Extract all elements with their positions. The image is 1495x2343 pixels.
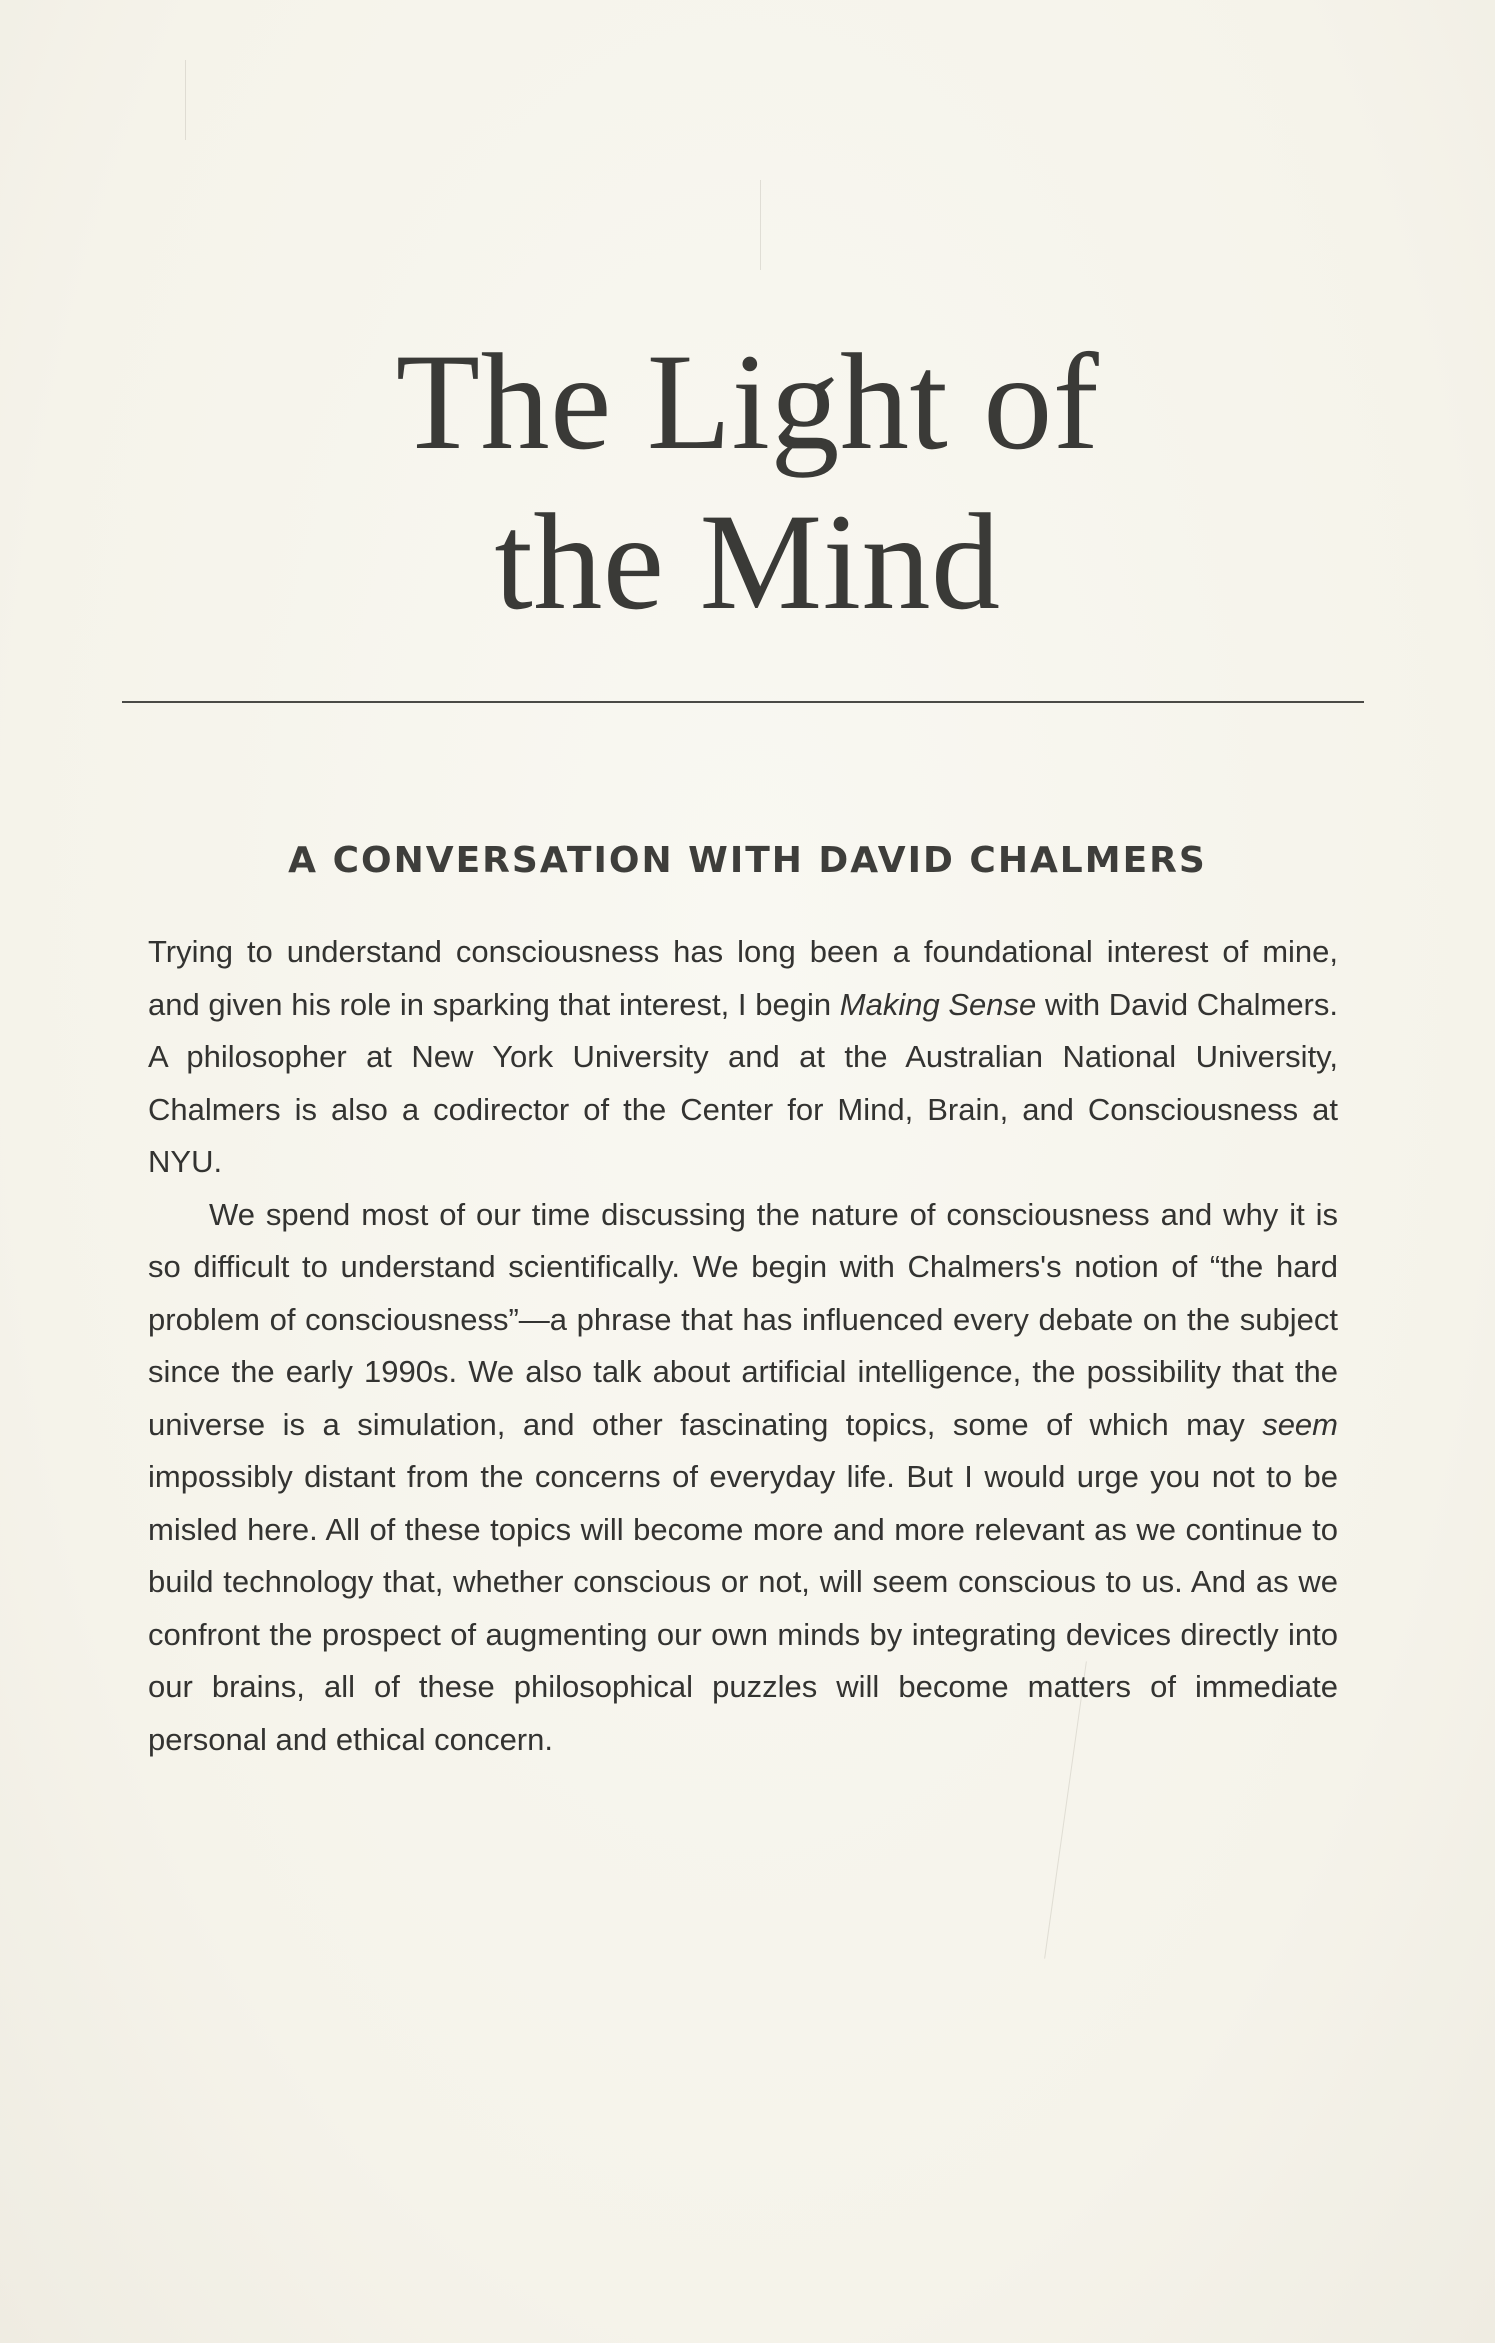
- chapter-title-line-2: the Mind: [494, 485, 1001, 638]
- paragraph-2-text-start: We spend most of our time discussing the nature of consciousness and why it is so difficult to understand scientifically. We begin with Chalmers's notion of “the hard problem of consciousness”—a phrase that has influenced every debate on the subject since the early 1990s. We also talk about artificial intelligence, the possibility that the universe is a simulation, and other fascinating topics, some of which may: [148, 1196, 1338, 1442]
- chapter-intro: [148, 926, 1338, 1766]
- paragraph-1-text-start: Trying to understand consciousness has long been a foundational interest of mine, and given his role in sparking that interest, I begin: [148, 934, 1338, 1022]
- paragraph-2-text-end: impossibly distant from the concerns of everyday life. But I would urge you not to be misled here. All of these topics will become more and more relevant as we continue to build technology that, whether conscious or not, will seem conscious to us. And as we confront the prospect of augmenting our own minds by integrating devices directly into our brains, all of these philosophical puzzles will become matters of immediate personal and ethical concern.: [148, 1459, 1338, 1757]
- emphasis-italic: seem: [1262, 1406, 1338, 1442]
- chapter-title: [0, 322, 1495, 642]
- scan-artifact-line: [760, 180, 761, 270]
- paragraph-1-text-end: with David Chalmers. A philosopher at New York University and at the Australian National University, Chalmers is also a codirector of the Center for Mind, Brain, and Consciousness at NYU.: [148, 986, 1338, 1179]
- chapter-title-line-1: The Light of: [395, 325, 1100, 478]
- intro-paragraph-1: [148, 926, 1338, 1189]
- title-divider: [122, 701, 1364, 703]
- scan-artifact-line: [185, 60, 186, 140]
- chapter-subtitle: A CONVERSATION WITH DAVID CHALMERS: [288, 840, 1207, 881]
- book-title-italic: Making Sense: [839, 986, 1037, 1022]
- intro-paragraph-2: [148, 1189, 1338, 1767]
